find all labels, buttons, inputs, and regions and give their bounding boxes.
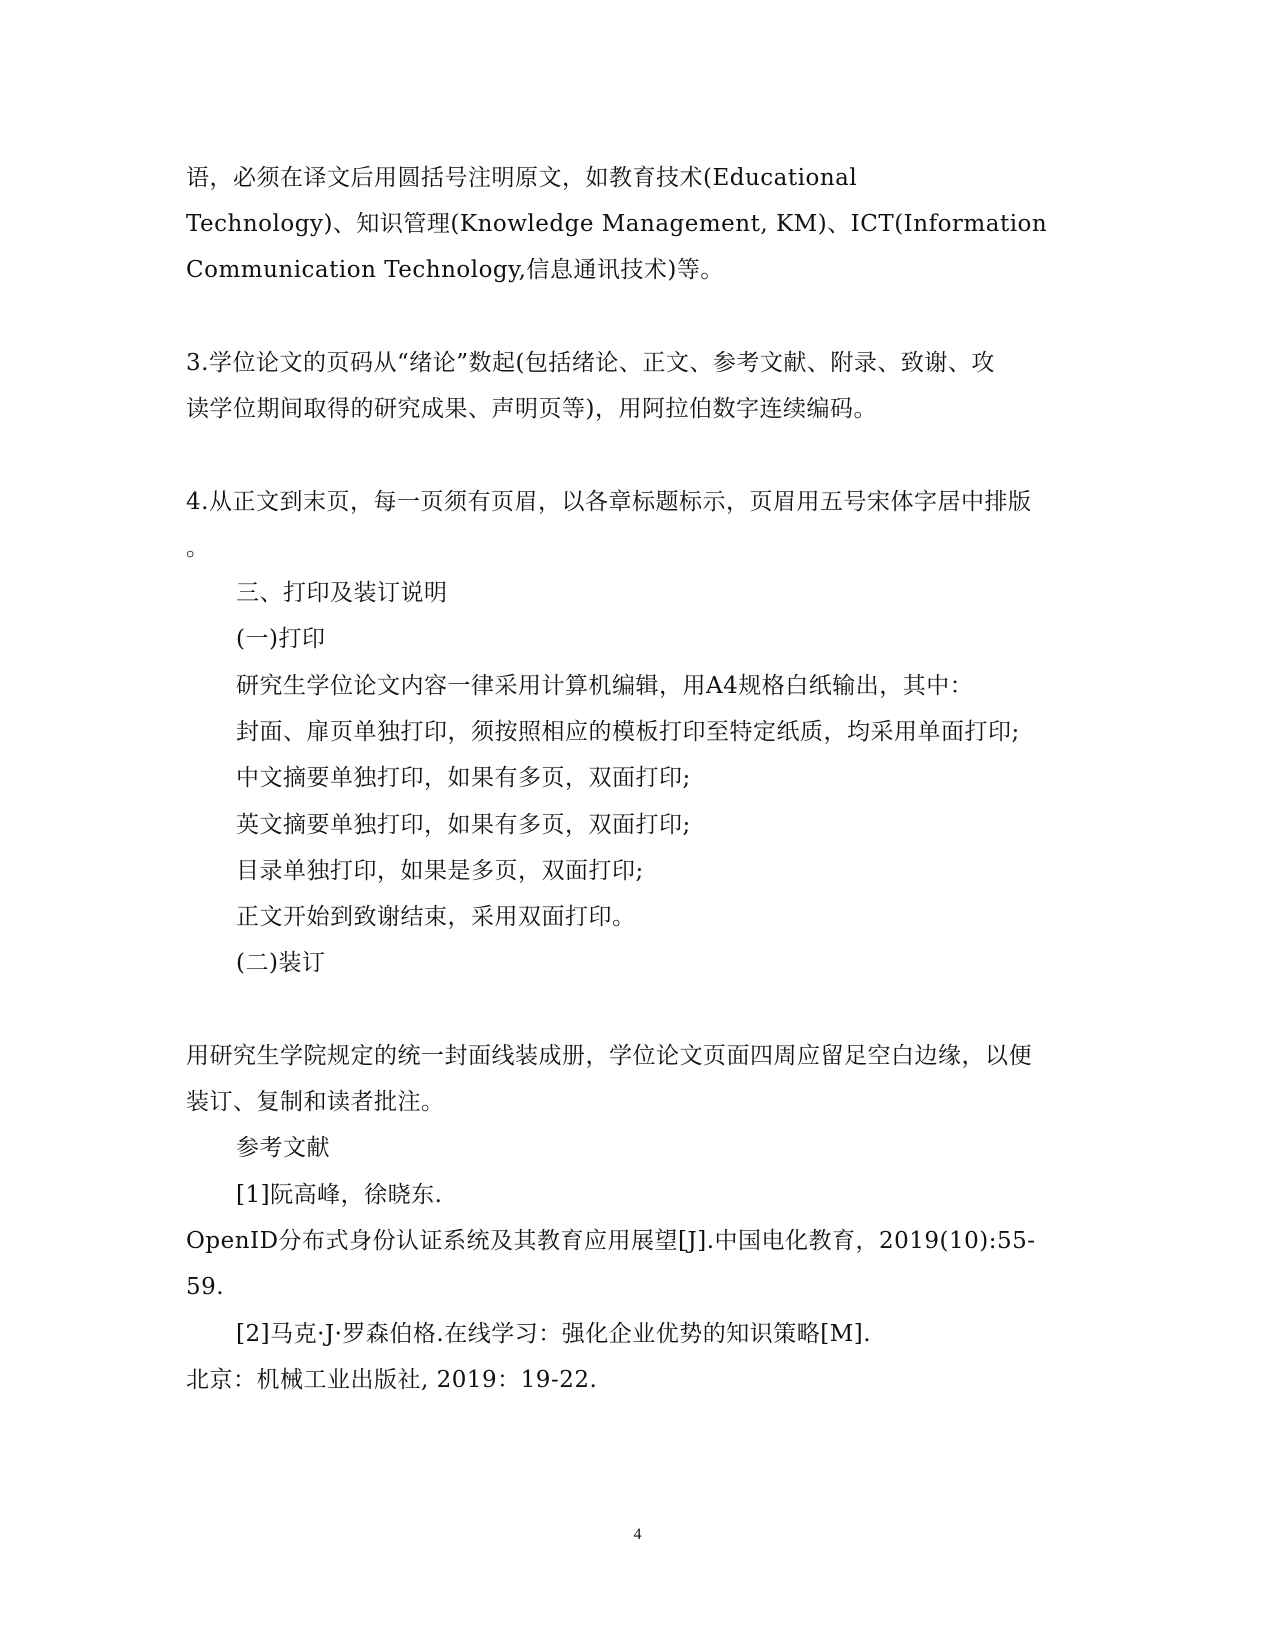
- references-heading: 参考文献: [236, 1135, 330, 1161]
- text-line: 语，必须在译文后用圆括号注明原文，如教育技术(Educational: [186, 165, 858, 191]
- text-line: 封面、扉页单独打印，须按照相应的模板打印至特定纸质，均采用单面打印;: [236, 719, 1020, 745]
- subsection-heading: (二)装订: [236, 950, 326, 976]
- text-line: 读学位期间取得的研究成果、声明页等)，用阿拉伯数字连续编码。: [186, 396, 877, 422]
- text-line: 英文摘要单独打印，如果有多页，双面打印;: [236, 812, 691, 838]
- reference-entry: OpenID分布式身份认证系统及其教育应用展望[J].中国电化教育，2019(10):55-: [186, 1228, 1036, 1254]
- text-line: 目录单独打印，如果是多页，双面打印;: [236, 858, 644, 884]
- section-heading: 三、打印及装订说明: [236, 580, 448, 606]
- page-number: 4: [633, 1526, 642, 1543]
- text-line: Technology)、知识管理(Knowledge Management, KM)、ICT(Information: [186, 211, 1048, 237]
- reference-entry: [1]阮高峰，徐晓东.: [236, 1182, 443, 1208]
- reference-entry: 59.: [186, 1274, 225, 1300]
- text-line: 3.学位论文的页码从“绪论”数起(包括绪论、正文、参考文献、附录、致谢、攻: [186, 350, 995, 376]
- text-line: 4.从正文到末页，每一页须有页眉，以各章标题标示，页眉用五号宋体字居中排版: [186, 489, 1032, 515]
- reference-entry: 北京：机械工业出版社, 2019：19-22.: [186, 1367, 598, 1393]
- text-line: 用研究生学院规定的统一封面线装成册，学位论文页面四周应留足空白边缘，以便: [186, 1043, 1032, 1069]
- text-line: 中文摘要单独打印，如果有多页，双面打印;: [236, 765, 691, 791]
- text-line: 。: [186, 535, 210, 561]
- text-line: 正文开始到致谢结束，采用双面打印。: [236, 904, 636, 930]
- reference-entry: [2]马克·J·罗森伯格.在线学习：强化企业优势的知识策略[M].: [236, 1321, 872, 1347]
- subsection-heading: (一)打印: [236, 626, 326, 652]
- text-line: Communication Technology,信息通讯技术)等。: [186, 257, 724, 283]
- text-line: 研究生学位论文内容一律采用计算机编辑，用A4规格白纸输出，其中：: [236, 673, 974, 699]
- text-line: 装订、复制和读者批注。: [186, 1089, 445, 1115]
